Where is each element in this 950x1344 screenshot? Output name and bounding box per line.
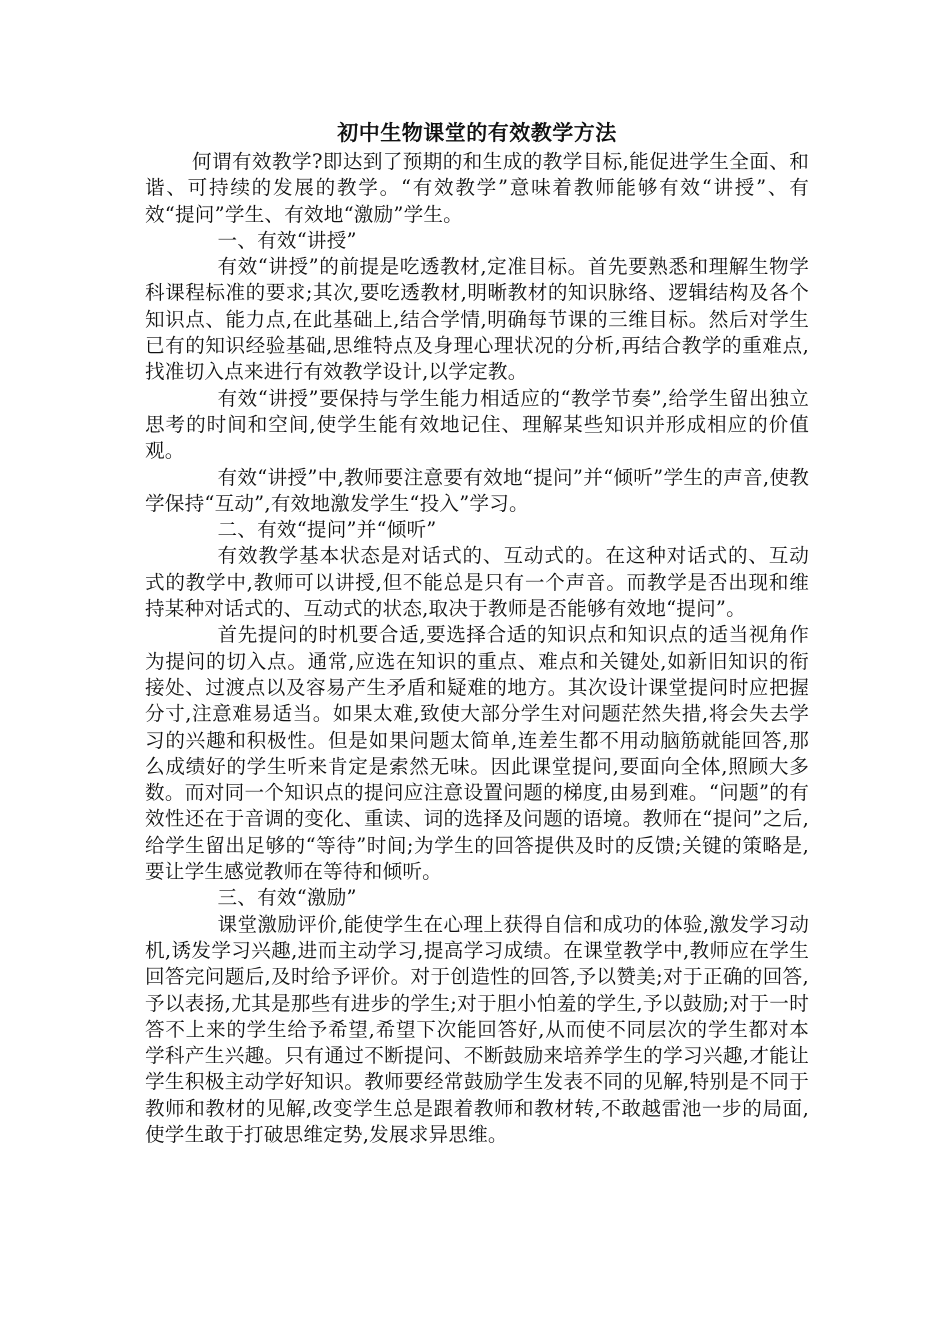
section-1-heading: 一、有效“讲授” xyxy=(217,228,357,252)
section-2-paragraph-1: 有效教学基本状态是对话式的、互动式的。在这种对话式的、互动式的教学中,教师可以讲授,但不能总是只有一个声音。而教学是否出现和维持某种对话式的、互动式的状态,取决于教师是否能够有效地“提问”。 xyxy=(145,544,809,621)
section-3-heading: 三、有效“激励” xyxy=(217,886,357,910)
intro-paragraph: 何谓有效教学?即达到了预期的和生成的教学目标,能促进学生全面、和谐、可持续的发展的教学。“有效教学”意味着教师能够有效“讲授”、有效“提问”学生、有效地“激励”学生。 xyxy=(145,150,809,226)
section-2-paragraph-2: 首先提问的时机要合适,要选择合适的知识点和知识点的适当视角作为提问的切入点。通常,应选在知识的重点、难点和关键处,如新旧知识的衔接处、过渡点以及容易产生矛盾和疑难的地方。其次设计课堂提问时应把握分寸,注意难易适当。如果太难,致使大部分学生对问题茫然失措,将会失去学习的兴趣和积极性。但是如果问题太简单,连差生都不用动脑筋就能回答,那么成绩好的学生听来肯定是索然无味。因此课堂提问,要面向全体,照顾大多数。而对同一个知识点的提问应注意设置问题的梯度,由易到难。“问题”的有效性还在于音调的变化、重读、词的选择及问题的语境。教师在“提问”之后,给学生留出足够的“等待”时间;为学生的回答提供及时的反馈;关键的策略是,要让学生感觉教师在等待和倾听。 xyxy=(145,623,809,884)
section-2-heading: 二、有效“提问”并“倾听” xyxy=(217,518,437,542)
section-1-paragraph-2: 有效“讲授”要保持与学生能力相适应的“教学节奏”,给学生留出独立思考的时间和空间,使学生能有效地记住、理解某些知识并形成相应的价值观。 xyxy=(145,386,809,463)
section-1-paragraph-1: 有效“讲授”的前提是吃透教材,定准目标。首先要熟悉和理解生物学科课程标准的要求;其次,要吃透教材,明晰教材的知识脉络、逻辑结构及各个知识点、能力点,在此基础上,结合学情,明确每节课的三维目标。然后对学生已有的知识经验基础,思维特点及身理心理状况的分析,再结合教学的重难点,找准切入点来进行有效教学设计,以学定教。 xyxy=(145,255,809,384)
document-title: 初中生物课堂的有效教学方法 xyxy=(337,120,617,145)
section-3-paragraph-1: 课堂激励评价,能使学生在心理上获得自信和成功的体验,激发学习动机,诱发学习兴趣,进而主动学习,提高学习成绩。在课堂教学中,教师应在学生回答完问题后,及时给予评价。对于创造性的回答,予以赞美;对于正确的回答,予以表扬,尤其是那些有进步的学生;对于胆小怕羞的学生,予以鼓励;对于一时答不上来的学生给予希望,希望下次能回答好,从而使不同层次的学生都对本学科产生兴趣。只有通过不断提问、不断鼓励来培养学生的学习兴趣,才能让学生积极主动学好知识。教师要经常鼓励学生发表不同的见解,特别是不同于教师和教材的见解,改变学生总是跟着教师和教材转,不敢越雷池一步的局面,使学生敢于打破思维定势,发展求异思维。 xyxy=(145,912,809,1146)
document-page xyxy=(145,118,809,1148)
section-1-paragraph-3: 有效“讲授”中,教师要注意要有效地“提问”并“倾听”学生的声音,使教学保持“互动”,有效地激发学生“投入”学习。 xyxy=(145,465,809,515)
